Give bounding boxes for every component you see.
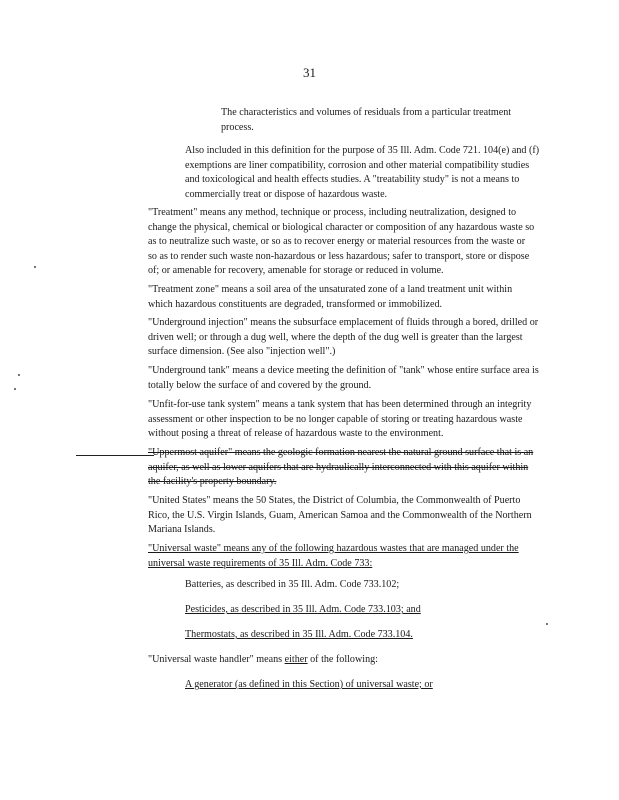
definition-treatment xyxy=(148,206,534,279)
text-line: Also included in this definition for the purpose of 35 Ill. Adm. Code 721. 104(e) and (f) xyxy=(185,145,540,156)
definition-unfit-tank-system xyxy=(148,398,531,442)
text-line: which hazardous constituents are degraded, transformed or immobilized. xyxy=(148,298,443,310)
text-line: totally below the surface of and covered by the ground. xyxy=(148,379,372,391)
text-line: The characteristics and volumes of residuals from a particular treatment xyxy=(221,107,512,118)
definition-united-states xyxy=(148,494,532,538)
handler-suffix: of the following: xyxy=(307,654,378,665)
text-line: aquifer, as well as lower aquifers that are hydraulically interconnected with this aquifer within xyxy=(148,461,529,473)
list-item-generator: A generator (as defined in this Section) of universal waste; or xyxy=(185,679,433,690)
text-line: "Unfit-for-use tank system" means a tank system that has been determined through an integrity xyxy=(148,399,532,410)
definition-underground-injection xyxy=(148,316,538,360)
text-line: and toxicological and health effects studies. A "treatability study" is not a means to xyxy=(185,174,520,186)
strike-leader-line xyxy=(76,455,154,456)
list-item-pesticides: Pesticides, as described in 35 Ill. Adm. Code 733.103; and xyxy=(185,604,421,615)
handler-prefix: "Universal waste handler" means xyxy=(148,654,285,665)
text-line: "Treatment" means any method, technique or process, including neutralization, designed to xyxy=(148,207,517,218)
definition-universal-waste-added xyxy=(148,542,519,571)
definition-universal-waste-handler xyxy=(148,653,378,668)
definition-uppermost-aquifer-deleted xyxy=(148,446,533,490)
scan-speck xyxy=(18,374,20,376)
text-line: "Universal waste" means any of the following hazardous wastes that are managed under the xyxy=(148,543,519,554)
definition-treatment-zone xyxy=(148,283,512,312)
text-line: "Treatment zone" means a soil area of the unsaturated zone of a land treatment unit within xyxy=(148,284,513,295)
text-line: driven well; or through a dug well, where the depth of the dug well is greater than the largest xyxy=(148,331,523,343)
text-line: so as to render such waste non-hazardous or less hazardous; safer to transport, store or dispose xyxy=(148,250,530,262)
text-line: process. xyxy=(221,121,254,133)
list-item-thermostats: Thermostats, as described in 35 Ill. Adm. Code 733.104. xyxy=(185,629,413,640)
list-item-batteries: Batteries, as described in 35 Ill. Adm. Code 733.102; xyxy=(185,579,400,590)
handler-either: either xyxy=(284,654,308,665)
text-line: "Underground tank" means a device meeting the definition of "tank" whose entire surface area is xyxy=(148,365,539,376)
text-line: "Uppermost aquifer" means the geologic formation nearest the natural ground surface that is an xyxy=(148,447,534,458)
text-line: universal waste requirements of 35 Ill. Adm. Code 733: xyxy=(148,557,373,569)
text-line: commercially treat or dispose of hazardous waste. xyxy=(185,188,388,200)
text-line: "United States" means the 50 States, the District of Columbia, the Commonwealth of Puerto xyxy=(148,495,521,506)
scan-speck xyxy=(34,266,36,268)
text-line: change the physical, chemical or biological character or composition of any hazardous waste so xyxy=(148,221,535,233)
text-line: without posing a threat of release of hazardous waste to the environment. xyxy=(148,428,444,440)
scan-speck xyxy=(546,623,548,625)
text-line: Mariana Islands. xyxy=(148,524,216,536)
text-line: assessment or other inspection to be no longer capable of storing or treating hazardous waste xyxy=(148,413,523,425)
text-line: of; or amenable for recovery, amenable for storage or reduced in volume. xyxy=(148,265,444,277)
text-line: surface dimension. (See also "injection well".) xyxy=(148,346,336,358)
text-line: exemptions are liner compatibility, corrosion and other material compatibility studies xyxy=(185,159,530,171)
text-line: "Underground injection" means the subsurface emplacement of fluids through a bored, drilled or xyxy=(148,317,539,328)
text-line: the facility's property boundary. xyxy=(148,476,277,488)
text-line: as to neutralize such waste, or so as to recover energy or material resources from the waste or xyxy=(148,236,526,248)
paragraph-also-included xyxy=(185,144,539,202)
text-line: Rico, the U.S. Virgin Islands, Guam, American Samoa and the Commonwealth of the Northern xyxy=(148,509,532,521)
page-number: 31 xyxy=(303,65,316,80)
paragraph-residuals xyxy=(221,106,511,135)
definition-underground-tank xyxy=(148,364,539,393)
scan-speck xyxy=(14,388,16,390)
